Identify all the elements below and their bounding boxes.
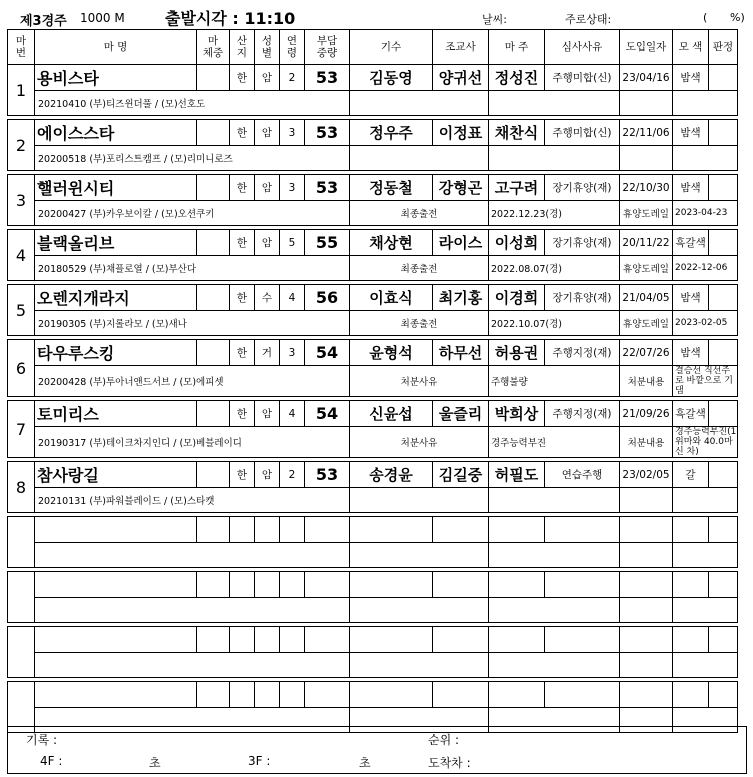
column-header: 판정 bbox=[709, 30, 738, 65]
empty-cell bbox=[197, 517, 230, 543]
horse-weight bbox=[197, 401, 230, 427]
race-header bbox=[0, 0, 753, 30]
empty-cell bbox=[489, 572, 545, 598]
detail-label-1: 처분사유 bbox=[350, 427, 489, 458]
trainer: 양귀선 bbox=[433, 65, 489, 91]
detail-label-2: 휴양도레일 bbox=[620, 256, 673, 281]
empty-cell bbox=[620, 572, 673, 598]
weather-label: 날씨: bbox=[482, 13, 507, 26]
empty-cell bbox=[280, 572, 305, 598]
horse-weight bbox=[197, 120, 230, 146]
empty-cell bbox=[197, 627, 230, 653]
empty-cell bbox=[545, 517, 620, 543]
empty-cell bbox=[197, 682, 230, 708]
empty-cell bbox=[433, 682, 489, 708]
pedigree-info: 20190317 (부)테이크차지인디 / (모)베블레이디 bbox=[35, 427, 350, 458]
jockey: 정우주 bbox=[350, 120, 433, 146]
empty-cell bbox=[620, 682, 673, 708]
entry-detail-row bbox=[8, 427, 738, 458]
detail-label-1: 처분사유 bbox=[350, 366, 489, 397]
empty-cell bbox=[489, 653, 620, 678]
entry-detail-row bbox=[8, 91, 738, 116]
horse-weight bbox=[197, 175, 230, 201]
empty-cell bbox=[280, 682, 305, 708]
column-header: 기수 bbox=[350, 30, 433, 65]
entry-row bbox=[8, 120, 738, 146]
detail-label-1 bbox=[350, 91, 489, 116]
intro-date: 23/02/05 bbox=[620, 462, 673, 488]
burden-weight: 53 bbox=[305, 462, 350, 488]
empty-cell bbox=[673, 627, 709, 653]
column-header: 심사사유 bbox=[545, 30, 620, 65]
entry-rows bbox=[8, 65, 738, 733]
detail-label-1 bbox=[350, 146, 489, 171]
entry-detail-row bbox=[8, 488, 738, 513]
pedigree-info: 20210131 (부)파워블레이드 / (모)스타캣 bbox=[35, 488, 350, 513]
empty-cell bbox=[35, 543, 350, 568]
intro-date: 22/10/30 bbox=[620, 175, 673, 201]
horse-sex: 암 bbox=[255, 230, 280, 256]
empty-row bbox=[8, 517, 738, 543]
coat-color: 밤색 bbox=[673, 120, 709, 146]
horse-weight bbox=[197, 65, 230, 91]
pedigree-info: 20190305 (부)지롤라모 / (모)새나 bbox=[35, 311, 350, 336]
detail-label-1 bbox=[350, 488, 489, 513]
intro-date: 22/07/26 bbox=[620, 340, 673, 366]
burden-weight: 56 bbox=[305, 285, 350, 311]
horse-number: 4 bbox=[8, 230, 35, 281]
column-header: 연 령 bbox=[280, 30, 305, 65]
column-header: 산 지 bbox=[230, 30, 255, 65]
review-reason: 장기휴양(재) bbox=[545, 285, 620, 311]
horse-age: 2 bbox=[280, 65, 305, 91]
burden-weight: 55 bbox=[305, 230, 350, 256]
entry-detail-row bbox=[8, 201, 738, 226]
column-header-row bbox=[8, 30, 738, 65]
empty-cell bbox=[673, 543, 738, 568]
empty-cell bbox=[255, 627, 280, 653]
coat-color: 밤색 bbox=[673, 285, 709, 311]
empty-cell bbox=[230, 682, 255, 708]
empty-cell bbox=[8, 627, 35, 678]
horse-number: 1 bbox=[8, 65, 35, 116]
horse-origin: 한 bbox=[230, 65, 255, 91]
empty-cell bbox=[620, 598, 673, 623]
review-reason: 장기휴양(재) bbox=[545, 230, 620, 256]
empty-cell bbox=[433, 627, 489, 653]
empty-row bbox=[8, 682, 738, 708]
intro-date: 21/09/26 bbox=[620, 401, 673, 427]
empty-cell bbox=[620, 653, 673, 678]
burden-weight: 53 bbox=[305, 175, 350, 201]
empty-cell bbox=[35, 598, 350, 623]
column-header: 조교사 bbox=[433, 30, 489, 65]
horse-number: 2 bbox=[8, 120, 35, 171]
detail-value-1 bbox=[489, 488, 620, 513]
coat-color: 밤색 bbox=[673, 65, 709, 91]
horse-age: 5 bbox=[280, 230, 305, 256]
entry-row bbox=[8, 285, 738, 311]
owner: 허용권 bbox=[489, 340, 545, 366]
f4-label: 4F : bbox=[40, 754, 63, 768]
trainer: 강형곤 bbox=[433, 175, 489, 201]
empty-cell bbox=[35, 682, 197, 708]
trainer: 울즐리 bbox=[433, 401, 489, 427]
horse-number: 7 bbox=[8, 401, 35, 458]
horse-weight bbox=[197, 230, 230, 256]
detail-label-2: 처분내용 bbox=[620, 366, 673, 397]
horse-name: 타우루스킹 bbox=[35, 340, 197, 366]
empty-cell bbox=[255, 682, 280, 708]
owner: 채찬식 bbox=[489, 120, 545, 146]
jockey: 김동영 bbox=[350, 65, 433, 91]
horse-age: 4 bbox=[280, 401, 305, 427]
pedigree-info: 20200518 (부)포리스트캠프 / (모)리미니로즈 bbox=[35, 146, 350, 171]
column-header: 성 별 bbox=[255, 30, 280, 65]
empty-cell bbox=[489, 543, 620, 568]
column-header: 부담 중량 bbox=[305, 30, 350, 65]
horse-sex: 수 bbox=[255, 285, 280, 311]
column-header: 마 번 bbox=[8, 30, 35, 65]
horse-origin: 한 bbox=[230, 175, 255, 201]
trainer: 라이스 bbox=[433, 230, 489, 256]
horse-sex: 암 bbox=[255, 401, 280, 427]
empty-cell bbox=[280, 627, 305, 653]
intro-date: 22/11/06 bbox=[620, 120, 673, 146]
jockey: 신윤섭 bbox=[350, 401, 433, 427]
moisture-close: %) bbox=[730, 11, 745, 24]
jockey: 이효식 bbox=[350, 285, 433, 311]
empty-cell bbox=[545, 627, 620, 653]
entry-detail-row bbox=[8, 311, 738, 336]
trainer: 최기홍 bbox=[433, 285, 489, 311]
arrival-margin-label: 도착차 : bbox=[428, 756, 471, 770]
detail-value-1: 2022.08.07(경) bbox=[489, 256, 620, 281]
trainer: 김길중 bbox=[433, 462, 489, 488]
detail-label-2: 휴양도레일 bbox=[620, 201, 673, 226]
detail-value-1: 경주능력부진 bbox=[489, 427, 620, 458]
empty-cell bbox=[489, 682, 545, 708]
review-reason: 주행지정(재) bbox=[545, 340, 620, 366]
horse-weight bbox=[197, 285, 230, 311]
detail-label-2: 처분내용 bbox=[620, 427, 673, 458]
review-reason: 주행미합(신) bbox=[545, 120, 620, 146]
horse-age: 3 bbox=[280, 175, 305, 201]
column-header: 마 명 bbox=[35, 30, 197, 65]
horse-weight bbox=[197, 462, 230, 488]
horse-number: 5 bbox=[8, 285, 35, 336]
empty-cell bbox=[350, 627, 433, 653]
empty-cell bbox=[255, 572, 280, 598]
entry-row bbox=[8, 65, 738, 91]
entry-row bbox=[8, 175, 738, 201]
detail-value-2: 경주능력부진(1위마와 40.0마신 차) bbox=[673, 427, 738, 458]
empty-cell bbox=[545, 572, 620, 598]
empty-cell bbox=[350, 653, 489, 678]
trainer: 이정표 bbox=[433, 120, 489, 146]
judgement bbox=[709, 175, 738, 201]
horse-origin: 한 bbox=[230, 120, 255, 146]
detail-value-2: 2023-04-23 bbox=[673, 201, 738, 226]
empty-cell bbox=[433, 517, 489, 543]
detail-value-2 bbox=[673, 91, 738, 116]
entry-row bbox=[8, 462, 738, 488]
burden-weight: 53 bbox=[305, 120, 350, 146]
empty-cell bbox=[305, 682, 350, 708]
judgement bbox=[709, 230, 738, 256]
detail-label-2 bbox=[620, 91, 673, 116]
column-header: 마 주 bbox=[489, 30, 545, 65]
pedigree-info: 20210410 (부)티즈윈더풀 / (모)선호도 bbox=[35, 91, 350, 116]
detail-label-1: 최종출전 bbox=[350, 256, 489, 281]
horse-weight bbox=[197, 340, 230, 366]
empty-cell bbox=[35, 627, 197, 653]
horse-origin: 한 bbox=[230, 340, 255, 366]
entry-table bbox=[7, 29, 738, 733]
burden-weight: 54 bbox=[305, 401, 350, 427]
empty-cell bbox=[8, 517, 35, 568]
empty-cell bbox=[433, 572, 489, 598]
coat-color: 흑갈색 bbox=[673, 401, 709, 427]
empty-cell bbox=[620, 517, 673, 543]
empty-cell bbox=[350, 682, 433, 708]
detail-label-1: 최종출전 bbox=[350, 201, 489, 226]
empty-cell bbox=[305, 627, 350, 653]
jockey: 정동철 bbox=[350, 175, 433, 201]
coat-color: 흑갈색 bbox=[673, 230, 709, 256]
entry-detail-row bbox=[8, 256, 738, 281]
detail-value-1: 주행불량 bbox=[489, 366, 620, 397]
judgement bbox=[709, 285, 738, 311]
intro-date: 21/04/05 bbox=[620, 285, 673, 311]
horse-number: 6 bbox=[8, 340, 35, 397]
coat-color: 갈 bbox=[673, 462, 709, 488]
review-reason: 연습주행 bbox=[545, 462, 620, 488]
horse-age: 3 bbox=[280, 340, 305, 366]
entry-detail-row bbox=[8, 146, 738, 171]
empty-cell bbox=[489, 627, 545, 653]
detail-value-2 bbox=[673, 488, 738, 513]
f3-seconds-label: 초 bbox=[359, 756, 371, 770]
empty-cell bbox=[709, 517, 738, 543]
pedigree-info: 20200428 (부)투아너앤드서브 / (모)에피셋 bbox=[35, 366, 350, 397]
empty-cell bbox=[673, 682, 709, 708]
jockey: 송경윤 bbox=[350, 462, 433, 488]
empty-cell bbox=[230, 572, 255, 598]
record-label: 기록 : bbox=[26, 733, 58, 747]
horse-sex: 암 bbox=[255, 462, 280, 488]
empty-cell bbox=[197, 572, 230, 598]
detail-value-2 bbox=[673, 146, 738, 171]
horse-name: 용비스타 bbox=[35, 65, 197, 91]
judgement bbox=[709, 401, 738, 427]
empty-cell bbox=[673, 517, 709, 543]
empty-cell bbox=[305, 517, 350, 543]
horse-sex: 암 bbox=[255, 175, 280, 201]
empty-cell bbox=[280, 517, 305, 543]
coat-color: 밤색 bbox=[673, 340, 709, 366]
pedigree-info: 20200427 (부)카우보이칼 / (모)오션쿠키 bbox=[35, 201, 350, 226]
empty-cell bbox=[709, 627, 738, 653]
review-reason: 주행지정(재) bbox=[545, 401, 620, 427]
horse-name: 핼러윈시티 bbox=[35, 175, 197, 201]
empty-cell bbox=[350, 543, 489, 568]
horse-name: 오렌지개라지 bbox=[35, 285, 197, 311]
detail-value-1 bbox=[489, 91, 620, 116]
empty-cell bbox=[620, 627, 673, 653]
track-condition-label: 주로상태: bbox=[565, 13, 612, 26]
pedigree-info: 20180529 (부)채플로열 / (모)부산다 bbox=[35, 256, 350, 281]
empty-cell bbox=[255, 517, 280, 543]
horse-origin: 한 bbox=[230, 462, 255, 488]
horse-name: 토미리스 bbox=[35, 401, 197, 427]
review-reason: 주행미합(신) bbox=[545, 65, 620, 91]
empty-cell bbox=[545, 682, 620, 708]
race-number: 제3경주 bbox=[20, 14, 67, 29]
empty-row bbox=[8, 627, 738, 653]
horse-name: 참사랑길 bbox=[35, 462, 197, 488]
horse-name: 에이스스타 bbox=[35, 120, 197, 146]
detail-value-1 bbox=[489, 146, 620, 171]
intro-date: 20/11/22 bbox=[620, 230, 673, 256]
horse-number: 3 bbox=[8, 175, 35, 226]
detail-value-2: 결승선 직선주로 바깥으로 기댐 bbox=[673, 366, 738, 397]
judgement bbox=[709, 120, 738, 146]
empty-cell bbox=[35, 517, 197, 543]
empty-cell bbox=[8, 572, 35, 623]
empty-cell bbox=[489, 517, 545, 543]
empty-cell bbox=[620, 543, 673, 568]
horse-age: 3 bbox=[280, 120, 305, 146]
coat-color: 밤색 bbox=[673, 175, 709, 201]
empty-cell bbox=[8, 682, 35, 733]
trainer: 하무선 bbox=[433, 340, 489, 366]
horse-age: 4 bbox=[280, 285, 305, 311]
column-header: 모 색 bbox=[673, 30, 709, 65]
empty-cell bbox=[350, 572, 433, 598]
entry-row bbox=[8, 401, 738, 427]
detail-label-2 bbox=[620, 488, 673, 513]
detail-value-2: 2023-02-05 bbox=[673, 311, 738, 336]
empty-cell bbox=[35, 653, 350, 678]
horse-age: 2 bbox=[280, 462, 305, 488]
start-time: 출발시각 : 11:10 bbox=[165, 9, 296, 28]
detail-value-2: 2022-12-06 bbox=[673, 256, 738, 281]
jockey: 채상현 bbox=[350, 230, 433, 256]
horse-origin: 한 bbox=[230, 401, 255, 427]
empty-cell bbox=[230, 627, 255, 653]
intro-date: 23/04/16 bbox=[620, 65, 673, 91]
horse-number: 8 bbox=[8, 462, 35, 513]
entry-row bbox=[8, 340, 738, 366]
owner: 이성희 bbox=[489, 230, 545, 256]
judgement bbox=[709, 462, 738, 488]
judgement bbox=[709, 65, 738, 91]
review-reason: 장기휴양(재) bbox=[545, 175, 620, 201]
empty-cell bbox=[305, 572, 350, 598]
empty-cell bbox=[673, 653, 738, 678]
empty-cell bbox=[673, 598, 738, 623]
empty-row bbox=[8, 572, 738, 598]
record-footer bbox=[7, 726, 747, 774]
empty-cell bbox=[35, 572, 197, 598]
moisture-open: ( bbox=[703, 11, 708, 24]
horse-name: 블랙올리브 bbox=[35, 230, 197, 256]
burden-weight: 53 bbox=[305, 65, 350, 91]
owner: 정성진 bbox=[489, 65, 545, 91]
owner: 이경희 bbox=[489, 285, 545, 311]
horse-origin: 한 bbox=[230, 230, 255, 256]
jockey: 윤형석 bbox=[350, 340, 433, 366]
detail-value-1: 2022.10.07(경) bbox=[489, 311, 620, 336]
judgement bbox=[709, 340, 738, 366]
owner: 허필도 bbox=[489, 462, 545, 488]
empty-cell bbox=[489, 598, 620, 623]
empty-cell bbox=[350, 598, 489, 623]
detail-label-1: 최종출전 bbox=[350, 311, 489, 336]
rank-label: 순위 : bbox=[428, 733, 460, 747]
owner: 고구려 bbox=[489, 175, 545, 201]
empty-cell bbox=[230, 517, 255, 543]
empty-cell bbox=[709, 682, 738, 708]
detail-label-2: 휴양도레일 bbox=[620, 311, 673, 336]
empty-cell bbox=[709, 572, 738, 598]
horse-sex: 거 bbox=[255, 340, 280, 366]
horse-sex: 암 bbox=[255, 120, 280, 146]
column-header: 도입일자 bbox=[620, 30, 673, 65]
detail-label-2 bbox=[620, 146, 673, 171]
detail-value-1: 2022.12.23(경) bbox=[489, 201, 620, 226]
f3-label: 3F : bbox=[248, 754, 271, 768]
horse-sex: 암 bbox=[255, 65, 280, 91]
empty-cell bbox=[350, 517, 433, 543]
column-header: 마 체중 bbox=[197, 30, 230, 65]
horse-origin: 한 bbox=[230, 285, 255, 311]
race-distance: 1000 M bbox=[80, 11, 125, 25]
entry-detail-row bbox=[8, 366, 738, 397]
burden-weight: 54 bbox=[305, 340, 350, 366]
empty-cell bbox=[673, 572, 709, 598]
f4-seconds-label: 초 bbox=[149, 756, 161, 770]
owner: 박희상 bbox=[489, 401, 545, 427]
entry-row bbox=[8, 230, 738, 256]
